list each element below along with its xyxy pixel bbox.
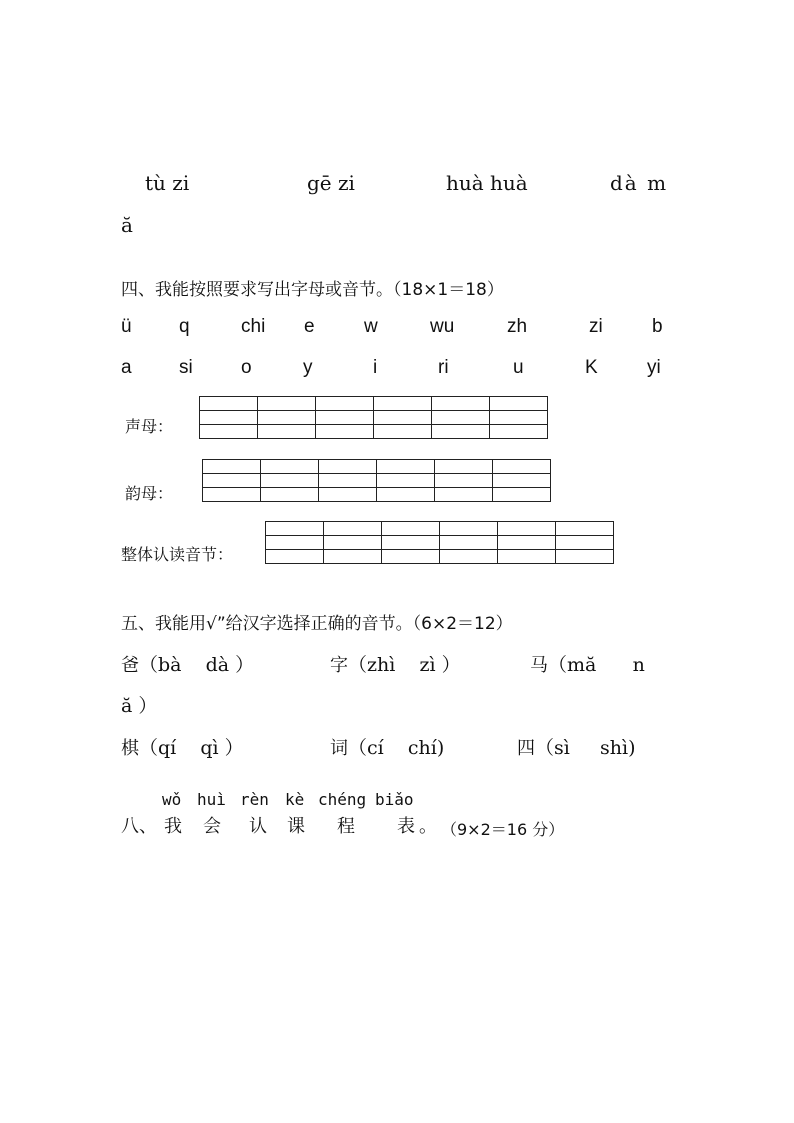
letter: u: [513, 357, 524, 378]
pinyin-item-2: gē zi: [307, 171, 355, 195]
section5-title: 五、我能用√”给汉字选择正确的音节。（6×2＝12）: [121, 614, 513, 634]
section8-number: 八、: [121, 816, 157, 837]
letter: b: [652, 316, 663, 337]
zhengti-label: 整体认读音节：: [121, 545, 234, 564]
letter: zh: [507, 316, 528, 337]
letter: si: [179, 357, 193, 378]
choice-item-ba: [121, 650, 254, 677]
shengmu-label: 声母：: [125, 417, 174, 436]
pinyin-annotation: biǎo: [375, 790, 414, 809]
letter: i: [373, 357, 378, 378]
period: 。: [419, 816, 437, 837]
yunmu-writing-grid[interactable]: [202, 459, 551, 502]
hanzi: 表: [397, 816, 415, 837]
pinyin-annotation: huì: [197, 790, 226, 809]
zhengti-writing-grid[interactable]: [265, 521, 614, 564]
letter: yi: [647, 357, 661, 378]
choice-item-ci: [330, 733, 444, 760]
letter: ri: [438, 357, 449, 378]
shengmu-writing-grid[interactable]: [199, 396, 548, 439]
letter: q: [179, 316, 190, 337]
letter: ü: [121, 316, 132, 337]
letter: e: [304, 316, 315, 337]
choice-item-zi: [330, 650, 461, 677]
choice-item-si: [517, 733, 636, 760]
letter: wu: [430, 316, 455, 337]
letter: chi: [241, 316, 266, 337]
letter: K: [585, 357, 598, 378]
choice-item-ma: [530, 650, 645, 677]
letter: zi: [589, 316, 603, 337]
pinyin-annotation: wǒ: [162, 790, 182, 809]
pinyin-options: （cí chí): [348, 737, 445, 759]
letter: a: [121, 357, 132, 378]
hanzi: 词: [330, 738, 348, 759]
pinyin-options: （qí qì ）: [139, 737, 244, 759]
pinyin-item-3: huà huà: [446, 171, 528, 195]
hanzi: 马: [530, 655, 548, 676]
hanzi: 字: [330, 655, 348, 676]
pinyin-options: （mă n: [548, 654, 645, 676]
letter: w: [364, 316, 378, 337]
hanzi: 四: [517, 738, 535, 759]
hanzi: 爸: [121, 655, 139, 676]
yunmu-label: 韵母：: [125, 484, 174, 503]
hanzi: 程: [337, 816, 355, 837]
hanzi: 认: [249, 816, 267, 837]
letter: y: [303, 357, 313, 378]
pinyin-options: （sì shì): [535, 737, 636, 759]
pinyin-wrap: ă: [121, 213, 133, 237]
hanzi: 我: [164, 816, 182, 837]
pinyin-options: （zhì zì ）: [348, 654, 461, 676]
pinyin-item-4: dà m: [610, 171, 669, 195]
choice-item-qi: [121, 733, 244, 760]
section8-score: （9×2＝16 分）: [441, 820, 565, 839]
pinyin-annotation: chéng: [318, 790, 367, 809]
pinyin-options: （bà dà ）: [139, 654, 255, 676]
letter: o: [241, 357, 252, 378]
hanzi: 课: [287, 816, 305, 837]
hanzi: 棋: [121, 738, 139, 759]
pinyin-item-1: tù zi: [145, 171, 190, 195]
pinyin-annotation: kè: [285, 790, 305, 809]
section4-title: 四、我能按照要求写出字母或音节。（18×1＝18）: [121, 280, 504, 300]
pinyin-annotation: rèn: [240, 790, 269, 809]
choice-line-1-wrap: ă ）: [121, 695, 158, 717]
hanzi: 会: [203, 816, 221, 837]
